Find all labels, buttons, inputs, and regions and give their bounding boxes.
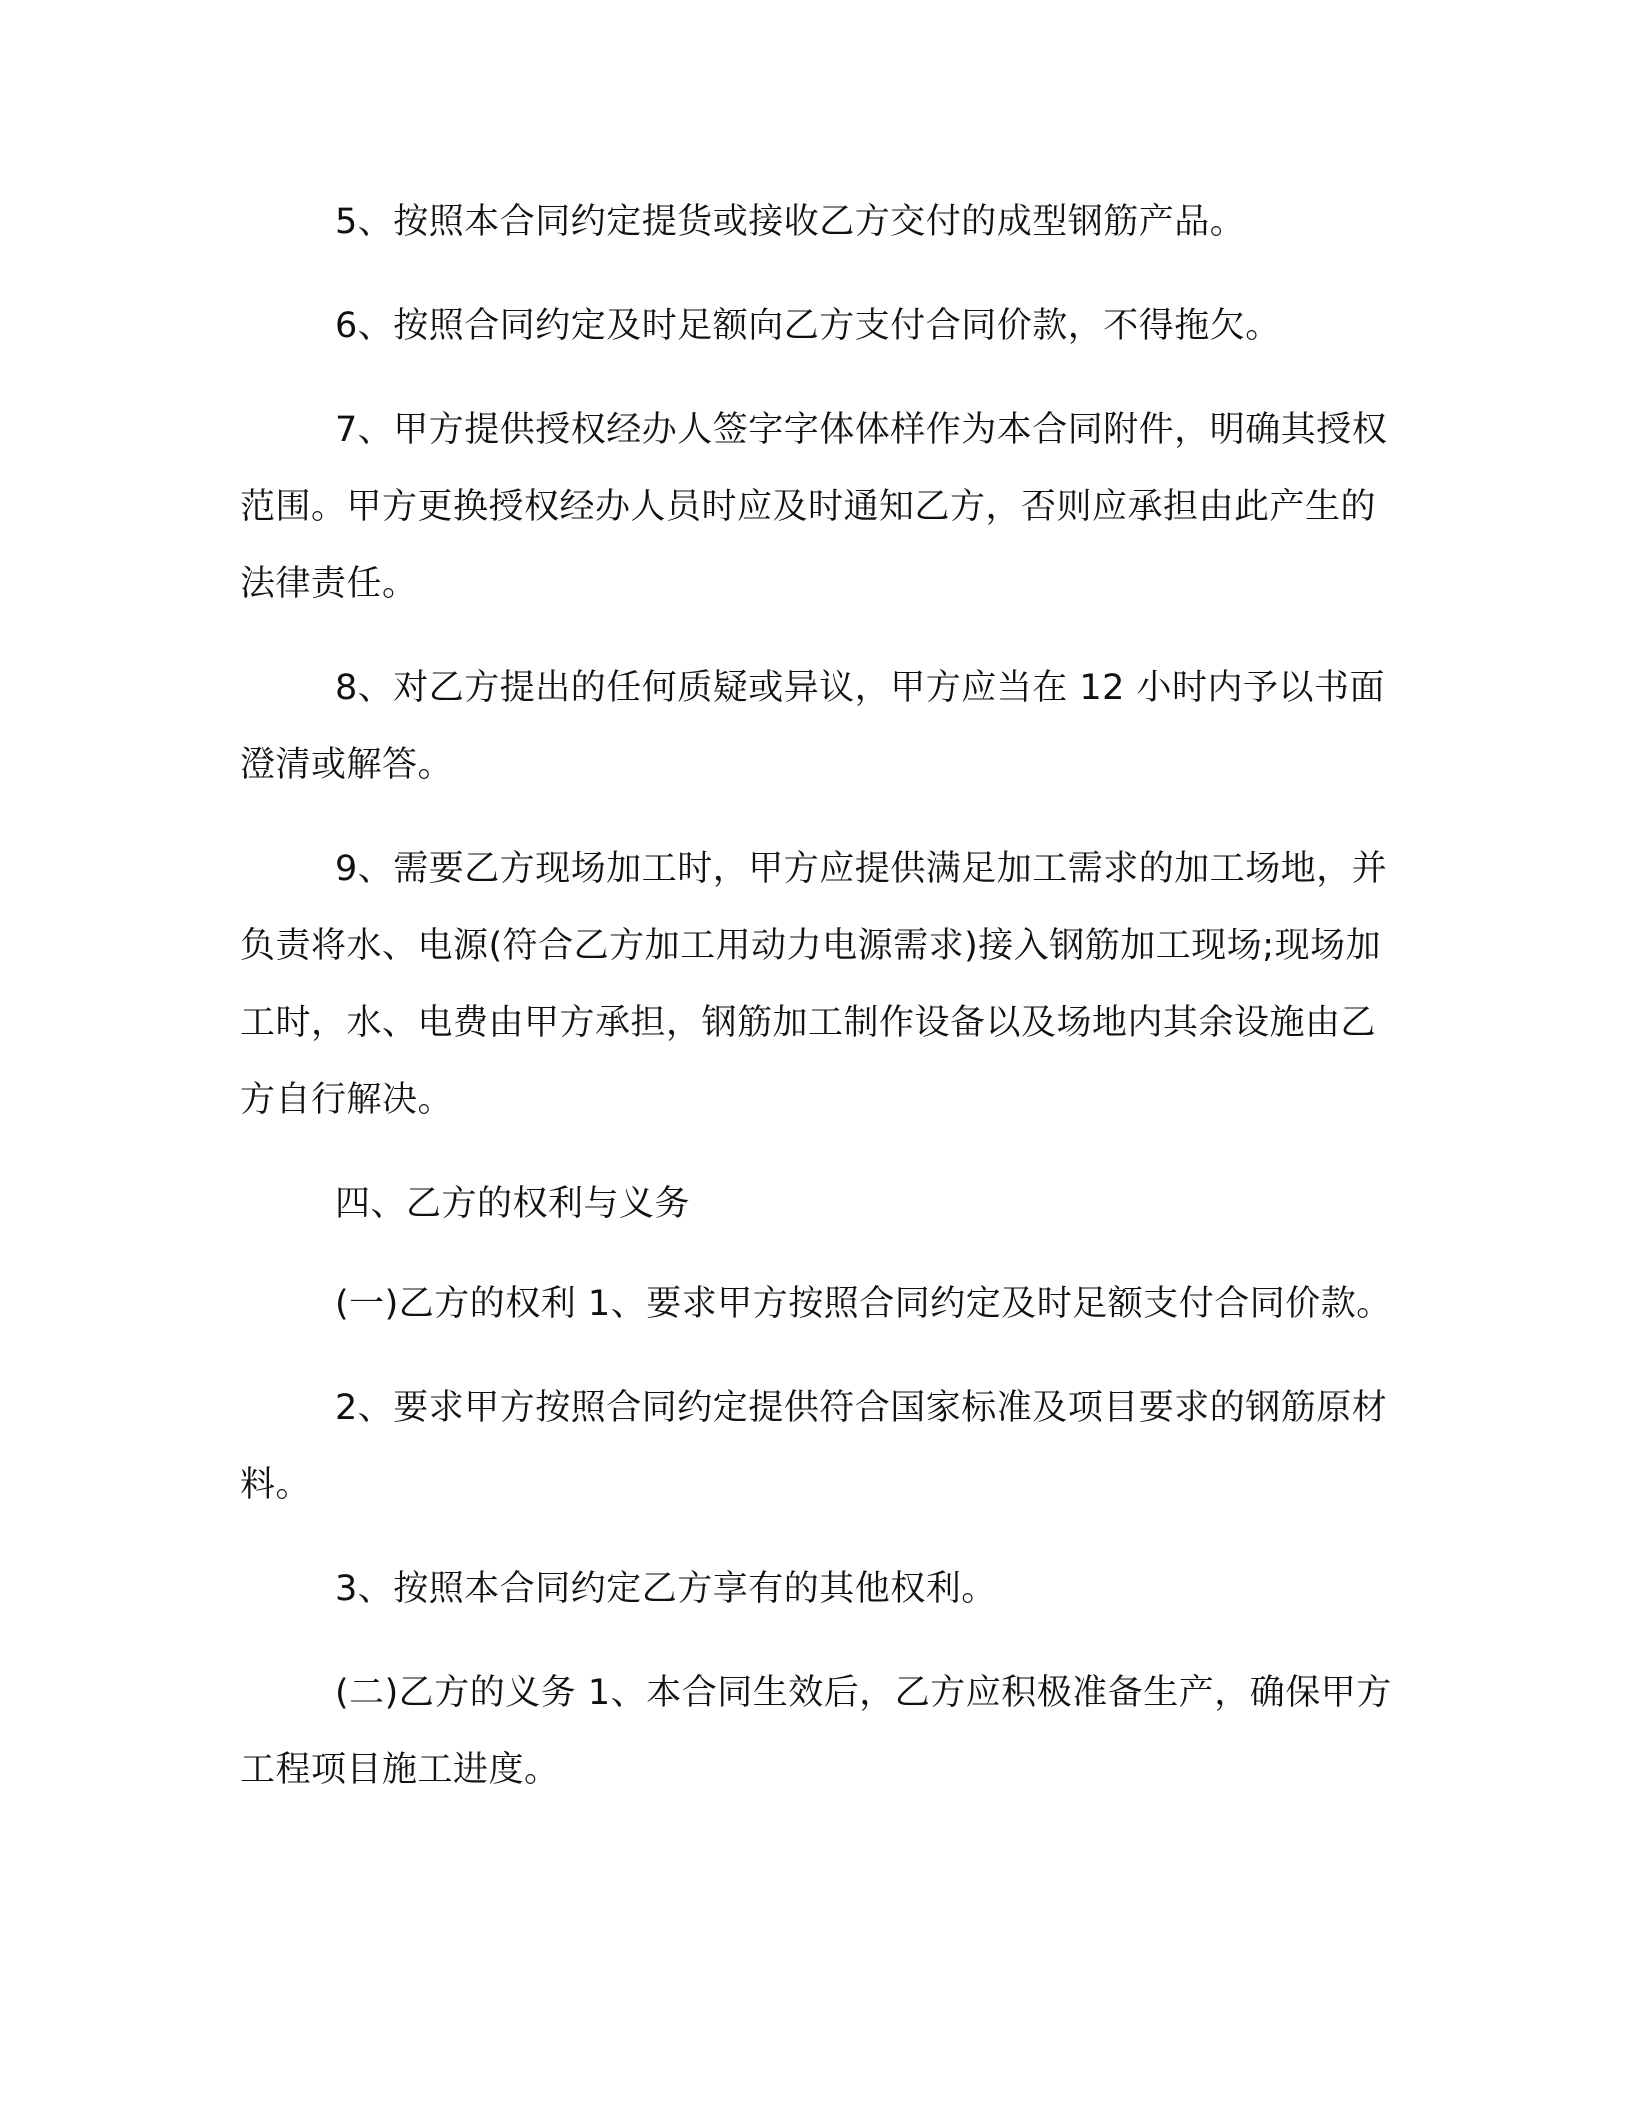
clause-paragraph: 6、按照合同约定及时足额向乙方支付合同价款，不得拖欠。 [335, 306, 1281, 346]
clause-paragraph: 2、要求甲方按照合同约定提供符合国家标准及项目要求的钢筋原材料。 [240, 1388, 1388, 1505]
clause-paragraph: 7、甲方提供授权经办人签字字体体样作为本合同附件，明确其授权范围。甲方更换授权经办人员时应及时通知乙方，否则应承担由此产生的法律责任。 [240, 410, 1388, 604]
clause-paragraph: (一)乙方的权利 1、要求甲方按照合同约定及时足额支付合同价款。 [335, 1284, 1392, 1324]
section-heading: 四、乙方的权利与义务 [335, 1184, 691, 1224]
clause-paragraph: 5、按照本合同约定提货或接收乙方交付的成型钢筋产品。 [335, 202, 1246, 242]
document-body [240, 184, 1392, 1836]
clause-paragraph: (二)乙方的义务 1、本合同生效后，乙方应积极准备生产，确保甲方工程项目施工进度。 [240, 1673, 1392, 1790]
clause-paragraph: 3、按照本合同约定乙方享有的其他权利。 [335, 1569, 997, 1609]
clause-paragraph: 8、对乙方提出的任何质疑或异议，甲方应当在 12 小时内予以书面澄清或解答。 [240, 668, 1386, 785]
clause-paragraph: 9、需要乙方现场加工时，甲方应提供满足加工需求的加工场地，并负责将水、电源(符合乙方加工用动力电源需求)接入钢筋加工现场;现场加工时，水、电费由甲方承担，钢筋加工制作设备以及场地内其余设施由乙方自行解决。 [240, 849, 1388, 1120]
